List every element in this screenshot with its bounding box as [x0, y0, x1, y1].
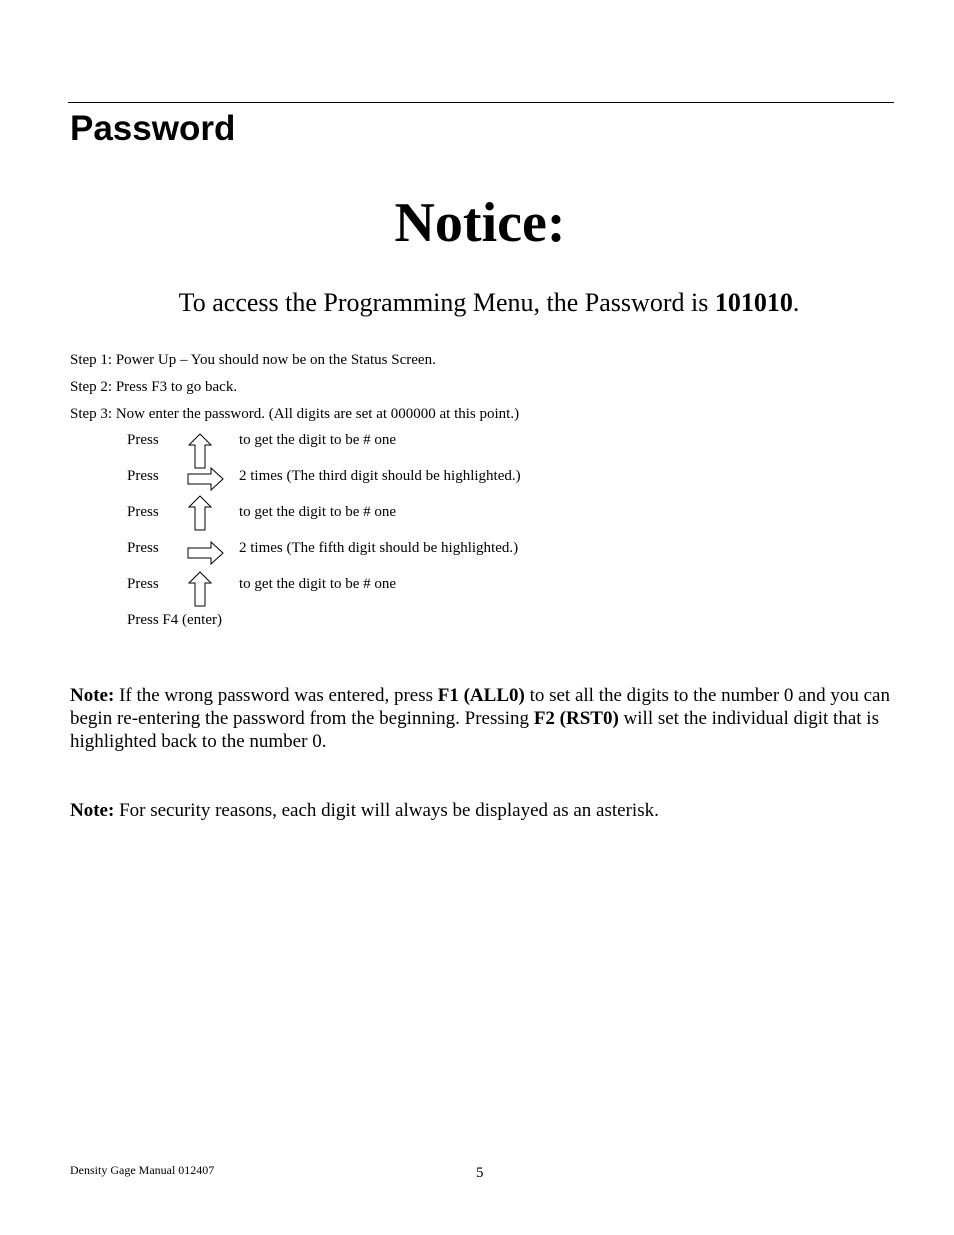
- key-f1: F1 (ALL0): [437, 685, 525, 706]
- note-label: Note:: [70, 800, 115, 821]
- note-label: Note:: [70, 685, 115, 706]
- note-text: For security reasons, each digit will always be displayed as an asterisk.: [114, 800, 659, 821]
- note-text: to set all the digits to the number 0 and you can begin re-entering the password from the beginning. Pressing: [70, 685, 890, 729]
- press-description: to get the digit to be # one: [239, 504, 397, 520]
- header-rule: [68, 102, 894, 103]
- step-3: Step 3: Now enter the password. (All digits are set at 000000 at this point.): [70, 406, 520, 422]
- press-label: Press: [127, 432, 159, 448]
- press-row: [127, 431, 647, 467]
- right-arrow-icon: [187, 540, 225, 566]
- up-arrow-icon: [187, 571, 213, 607]
- press-row: [127, 503, 647, 539]
- press-label: Press: [127, 540, 159, 556]
- step-2: Step 2: Press F3 to go back.: [70, 379, 238, 395]
- press-description: to get the digit to be # one: [239, 576, 397, 592]
- step-1: Step 1: Power Up – You should now be on the Status Screen.: [70, 352, 436, 368]
- press-label: Press: [127, 468, 159, 484]
- press-description: 2 times (The third digit should be highlighted.): [239, 468, 521, 484]
- key-f2: F2 (RST0): [533, 708, 619, 729]
- note-text: If the wrong password was entered, press: [114, 685, 438, 706]
- press-description: to get the digit to be # one: [239, 432, 397, 448]
- press-label: Press: [127, 504, 159, 520]
- press-label: Press: [127, 576, 159, 592]
- section-title: Password: [70, 109, 236, 148]
- note-wrong-password: [70, 684, 890, 753]
- press-description: 2 times (The fifth digit should be highlighted.): [239, 540, 519, 556]
- page-number: 5: [476, 1165, 484, 1181]
- password-notice-line: [0, 286, 954, 320]
- right-arrow-icon: [187, 466, 225, 492]
- press-row: [127, 539, 647, 575]
- up-arrow-icon: [187, 495, 213, 531]
- notice-heading: Notice:: [394, 192, 566, 254]
- note-text: will set the individual digit that is highlighted back to the number 0.: [70, 708, 879, 752]
- footer-doc-name: Density Gage Manual 012407: [70, 1163, 215, 1177]
- up-arrow-icon: [187, 433, 213, 469]
- final-step: Press F4 (enter): [127, 612, 222, 628]
- note-security: [70, 799, 890, 822]
- password-value: 101010: [714, 288, 793, 317]
- password-notice-text: To access the Programming Menu, the Password is: [178, 288, 715, 317]
- password-notice-period: .: [792, 288, 800, 317]
- press-row: [127, 575, 647, 611]
